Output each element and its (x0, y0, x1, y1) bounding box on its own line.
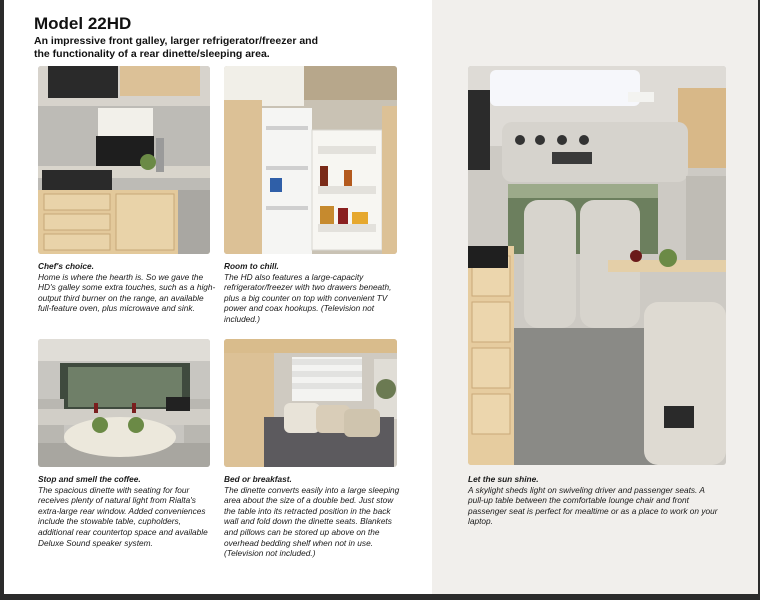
caption-heading: Stop and smell the coffee. (38, 474, 141, 484)
caption-body: Home is where the hearth is. So we gave the HD's galley some extra touches, such as a high-output third burner on the range, an available full-feature oven, plus microwave and sink. (38, 271, 216, 314)
cab-photo (468, 66, 726, 465)
caption-body: The HD also features a large-capacity refrigerator/freezer with two drawers beneath, plus a big counter on top with convenient TV power and coax hookups. (Television not included.) (224, 271, 392, 324)
bed-photo (224, 339, 397, 467)
caption-body: The dinette converts easily into a large sleeping area about the size of a double bed. Just stow the table into its retracted position in the back wall and fold down the dinette seats. Blankets and pillows can be stored up above on the overhead bedding shelf when not in use. (Television not included.) (224, 484, 400, 559)
caption-heading: Room to chill. (224, 261, 279, 271)
caption-let-the-sun-shine (468, 474, 720, 527)
galley-photo (38, 66, 210, 254)
caption-body: The spacious dinette with seating for four receives plenty of natural light from Rialta's extra-large rear window. Added conveniences include the stowable table, cupholders, additional rear countertop space and available Deluxe Sound speaker system. (38, 484, 208, 548)
caption-bed-or-breakfast (224, 474, 404, 559)
caption-heading: Chef's choice. (38, 261, 94, 271)
page-title: Model 22HD (34, 14, 132, 33)
caption-heading: Bed or breakfast. (224, 474, 292, 484)
caption-room-to-chill (224, 261, 404, 325)
page-subtitle: An impressive front galley, larger refrigerator/freezer and the functionality of a rear dinette/sleeping area. (34, 35, 318, 60)
caption-body: A skylight sheds light on swiveling driver and passenger seats. A pull-up table between the comfortable lounge chair and front passenger seat is perfect for mealtime or as a place to work on your laptop. (468, 484, 718, 527)
refrigerator-photo (224, 66, 397, 254)
caption-stop-and-smell (38, 474, 218, 548)
dinette-photo (38, 339, 210, 467)
caption-chefs-choice (38, 261, 218, 314)
caption-heading: Let the sun shine. (468, 474, 539, 484)
